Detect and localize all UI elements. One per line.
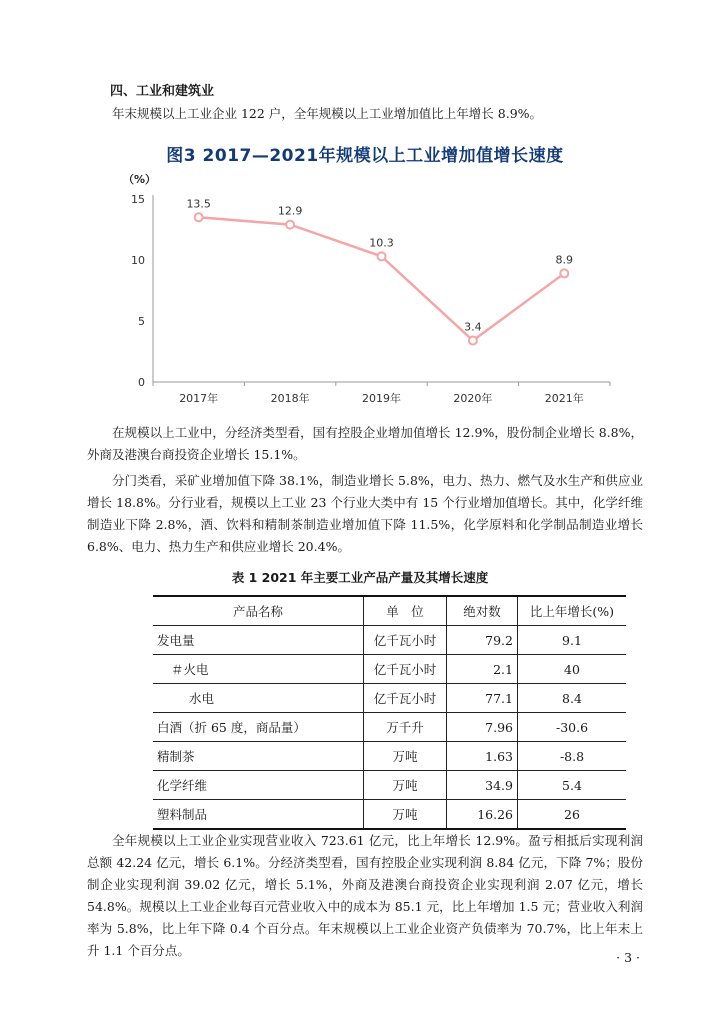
cell-growth: 5.4: [518, 771, 627, 800]
cell-unit: 万千升: [364, 713, 447, 742]
data-label: 13.5: [186, 197, 211, 211]
cell-unit: 亿千瓦小时: [364, 626, 447, 655]
header-unit: 单 位: [364, 596, 447, 626]
page-number: · 3 ·: [616, 950, 640, 965]
data-label: 10.3: [369, 236, 394, 250]
closing-paragraph: [87, 830, 643, 962]
y-tick-label: 5: [138, 315, 145, 328]
growth-line-chart: [95, 162, 625, 412]
cell-unit: 万吨: [364, 771, 447, 800]
x-tick-label: 2017年: [179, 392, 219, 405]
header-growth: 比上年增长(%): [518, 596, 627, 626]
table-row: [153, 655, 626, 684]
data-label: 3.4: [464, 320, 482, 334]
header-value: 绝对数: [447, 596, 518, 626]
x-tick-label: 2018年: [270, 392, 310, 405]
data-point: [469, 337, 477, 345]
cell-product-name: 白酒（折 65 度，商品量）: [153, 713, 364, 742]
data-label: 12.9: [277, 204, 303, 218]
cell-product-name: 塑料制品: [153, 800, 364, 830]
cell-value: 34.9: [447, 771, 518, 800]
y-axis-unit-label: （%）: [123, 173, 157, 186]
cell-growth: 9.1: [518, 626, 627, 655]
cell-growth: 40: [518, 655, 627, 684]
section-heading: 四、工业和建筑业: [110, 84, 215, 99]
cell-value: 16.26: [447, 800, 518, 830]
paragraph-economic-type: 在规模以上工业中，分经济类型看，国有控股企业增加值增长 12.9%，股份制企业增长 8.8%，外商及港澳台商投资企业增长 15.1%。: [87, 425, 643, 462]
cell-growth: 26: [518, 800, 627, 830]
cell-growth: -30.6: [518, 713, 627, 742]
intro-text: 年末规模以上工业企业 122 户，全年规模以上工业增加值比上年增长 8.9%。: [112, 106, 543, 121]
x-tick-label: 2019年: [362, 392, 401, 405]
table-row: [153, 771, 626, 800]
table-row: [153, 742, 626, 771]
chart-title: 图3 2017—2021年规模以上工业增加值增长速度: [166, 146, 564, 166]
cell-growth: -8.8: [518, 742, 627, 771]
cell-growth: 8.4: [518, 684, 627, 713]
closing-text: 全年规模以上工业企业实现营业收入 723.61 亿元，比上年增长 12.9%。盈亏相抵后实现利润总额 42.24 亿元，增长 6.1%。分经济类型看，国有控股企业实现利润 8.84 亿元，下降 7%；股份制企业实现利润 39.02 亿元，增长 5.1%，外商及港澳台商投资企业实现利润 2.07 亿元，增长 54.8%。规模以上工业企业每百元营业收入中的成本为 85.1 元，比上年增加 1.5 元；营业收入利润率为 5.8%，比上年下降 0.4 个百分点。年末规模以上工业企业资产负债率为 70.7%，比上年末上升 1.1 个百分点。: [87, 833, 643, 958]
cell-value: 7.96: [447, 713, 518, 742]
industrial-products-table: [153, 595, 626, 830]
cell-product-name: 化学纤维: [153, 771, 364, 800]
cell-unit: 亿千瓦小时: [364, 684, 447, 713]
cell-value: 77.1: [447, 684, 518, 713]
data-label: 8.9: [555, 253, 574, 267]
cell-product-name: 水电: [153, 684, 364, 713]
data-point: [560, 269, 568, 277]
x-tick-label: 2020年: [453, 392, 493, 405]
y-tick-label: 10: [131, 254, 145, 267]
cell-value: 1.63: [447, 742, 518, 771]
cell-product-name: 精制茶: [153, 742, 364, 771]
table-header-row: [153, 596, 626, 626]
data-point: [378, 252, 386, 260]
paragraph-sector: 分门类看，采矿业增加值下降 38.1%，制造业增长 5.8%，电力、热力、燃气及水生产和供应业增长 18.8%。分行业看，规模以上工业 23 个行业大类中有 15 个行业增加值增长。其中，化学纤维制造业下降 2.8%，酒、饮料和精制茶制造业增加值下降 11.5%，化学原料和化学制品制造业增长 6.8%、电力、热力生产和供应业增长 20.4%。: [87, 473, 643, 554]
table-title: 表 1 2021 年主要工业产品产量及其增长速度: [231, 570, 489, 585]
y-tick-label: 0: [138, 376, 145, 389]
cell-value: 79.2: [447, 626, 518, 655]
table-row: [153, 713, 626, 742]
header-product-name: 产品名称: [153, 596, 364, 626]
y-tick-label: 15: [131, 193, 145, 206]
cell-unit: 亿千瓦小时: [364, 655, 447, 684]
table-row: [153, 626, 626, 655]
data-point: [286, 221, 294, 229]
cell-product-name: 发电量: [153, 626, 364, 655]
body-paragraphs: [87, 422, 643, 558]
cell-product-name: ＃火电: [153, 655, 364, 684]
table-row: [153, 684, 626, 713]
cell-unit: 万吨: [364, 800, 447, 830]
x-tick-label: 2021年: [544, 392, 584, 405]
cell-unit: 万吨: [364, 742, 447, 771]
table-row: [153, 800, 626, 830]
intro-paragraph: [87, 103, 643, 125]
data-point: [195, 213, 203, 221]
cell-value: 2.1: [447, 655, 518, 684]
